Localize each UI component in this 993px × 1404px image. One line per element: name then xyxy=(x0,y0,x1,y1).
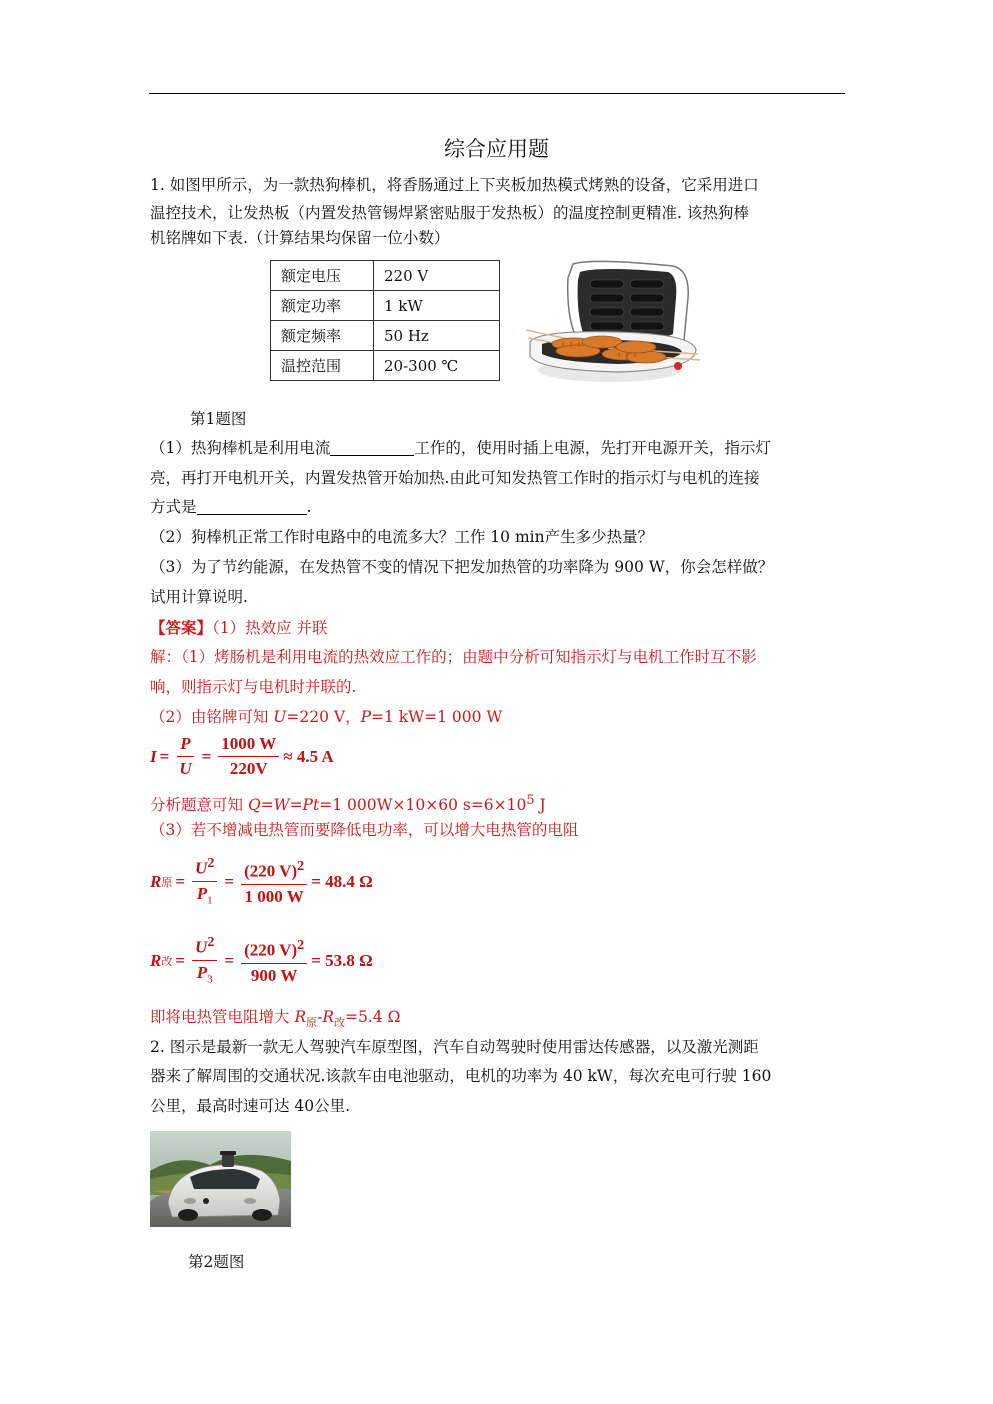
answer-solution-line1: 解：（1）烤肠机是利用电流的热效应工作的；由题中分析可知指示灯与电机工作时互不影 xyxy=(150,648,757,666)
fraction xyxy=(241,934,307,987)
denominator-sub: 3 xyxy=(207,973,213,986)
answer-part2-end: =1 kW=1 000 W xyxy=(371,708,503,726)
table-value: 220 V xyxy=(374,261,500,291)
fraction xyxy=(241,855,307,908)
numerator-sup: 2 xyxy=(207,855,215,871)
q1-sub1-text-c: 方式是 xyxy=(150,498,197,516)
fraction xyxy=(176,733,194,780)
q1-line-3: 机铭牌如下表.（计算结果均保留一位小数） xyxy=(150,229,450,247)
var-r: R xyxy=(294,1008,307,1026)
var-r: R xyxy=(322,1008,335,1026)
numerator: P xyxy=(177,733,193,757)
q1-sub1-text-d: . xyxy=(306,498,312,516)
numerator-sup: 2 xyxy=(297,937,305,954)
table-key: 额定频率 xyxy=(271,321,374,351)
q1-figure-caption: 第1题图 xyxy=(190,410,247,428)
var-u: U xyxy=(273,708,287,726)
table-row xyxy=(271,351,500,381)
page-title: 综合应用题 xyxy=(444,137,549,161)
final-prefix: 即将电热管电阻增大 xyxy=(150,1008,295,1026)
hotdog-machine-image xyxy=(518,258,703,388)
self-driving-car-image xyxy=(150,1131,291,1227)
answer-short xyxy=(150,613,845,643)
denominator: P xyxy=(196,883,208,903)
heat-unit: J xyxy=(534,796,546,815)
table-row xyxy=(271,321,500,351)
heat-formula: Q=W=Pt xyxy=(247,796,320,815)
answer-solution-line2: 响，则指示灯与电机时并联的. xyxy=(150,678,357,696)
table-key: 额定电压 xyxy=(271,261,374,291)
answer-label: 【答案】 xyxy=(150,618,213,637)
formula-lhs: I xyxy=(150,746,157,766)
numerator: U xyxy=(195,937,208,957)
formula-r-original: R 原 = $\frac{U^2}{P_1}$ = $\frac{(220 V)^2}{1 000 W}$ = 48.4 Ω xyxy=(150,852,373,911)
table-key: 温控范围 xyxy=(271,351,374,381)
q2-figure-caption: 第2题图 xyxy=(188,1253,245,1271)
denominator: 220V xyxy=(229,759,268,778)
denominator: U xyxy=(179,759,192,778)
fraction xyxy=(192,931,217,990)
formula-result: = 48.4 Ω xyxy=(311,871,373,891)
formula-lhs: R xyxy=(150,950,162,970)
q1-sub1-line3 xyxy=(150,493,845,522)
table-value: 20-300 ℃ xyxy=(374,351,500,381)
numerator: U xyxy=(195,858,208,878)
q1-sub1-line1 xyxy=(150,434,845,463)
answer-final xyxy=(150,1003,845,1037)
table-value: 50 Hz xyxy=(374,321,500,351)
table-key: 额定功率 xyxy=(271,291,374,321)
fill-in-blank[interactable] xyxy=(197,496,307,515)
numerator: 1000 W xyxy=(218,733,279,757)
numerator-sup: 2 xyxy=(207,934,215,950)
fraction xyxy=(192,852,217,911)
formula-result: ≈ 4.5 A xyxy=(283,746,334,766)
heat-prefix: 分析题意可知 xyxy=(150,796,248,815)
lhs-subscript: 原 xyxy=(161,876,173,889)
heat-exponent: 5 xyxy=(526,793,535,808)
denominator: P xyxy=(196,962,208,982)
formula-current: I = $\frac{P}{U}$ = $\frac{1000 W}{220V}$ ≈ 4.5 A xyxy=(150,734,334,778)
denominator: 1 000 W xyxy=(244,886,304,906)
q2-line-3: 公里，最高时速可达 40公里. xyxy=(150,1097,351,1115)
formula-lhs: R xyxy=(150,871,162,891)
q1-sub3-line2: 试用计算说明. xyxy=(150,588,248,606)
q2-line-2: 器来了解周围的交通状况.该款车由电池驱动，电机的功率为 40 kW，每次充电可行驶 160 xyxy=(150,1067,772,1085)
q1-line-2: 温控技术，让发热板（内置发热管锡焊紧密贴服于发热板）的温度控制更精准. 该热狗棒 xyxy=(150,204,749,222)
q1-sub1-line2: 亮，再打开电机开关，内置发热管开始加热.由此可知发热管工作时的指示灯与电机的连接 xyxy=(150,469,760,487)
lhs-subscript: 改 xyxy=(161,955,173,968)
table-value: 1 kW xyxy=(374,291,500,321)
answer-part2-given xyxy=(150,703,845,732)
header-rule xyxy=(149,93,845,94)
table-row xyxy=(271,261,500,291)
formula-r-changed: R 改 = $\frac{U^2}{P_3}$ = $\frac{(220 V)^2}{900 W}$ = 53.8 Ω xyxy=(150,931,373,990)
denominator: 900 W xyxy=(250,965,298,985)
denominator-sub: 1 xyxy=(207,894,213,907)
final-sub-2: 改 xyxy=(334,1016,346,1030)
fraction xyxy=(218,733,279,780)
numerator-sup: 2 xyxy=(297,858,305,875)
formula-result: = 53.8 Ω xyxy=(311,950,373,970)
fill-in-blank[interactable] xyxy=(330,437,414,456)
q2-line-1: 2. 图示是最新一款无人驾驶汽车原型图，汽车自动驾驶时使用雷达传感器，以及激光测距 xyxy=(150,1038,759,1056)
q1-sub2: （2）狗棒机正常工作时电路中的电流多大？工作 10 min产生多少热量？ xyxy=(150,528,654,546)
heat-rest: =1 000W×10×60 s=6×10 xyxy=(319,796,527,815)
answer-short-text: （1）热效应 并联 xyxy=(212,619,328,637)
q1-sub3-line1: （3）为了节约能源，在发热管不变的情况下把发加热管的功率降为 900 W，你会怎样做？ xyxy=(150,558,774,576)
answer-part2-prefix: （2）由铭牌可知 xyxy=(150,708,274,726)
numerator: (220 V) xyxy=(244,861,298,881)
final-value: =5.4 Ω xyxy=(345,1008,401,1026)
q1-sub1-text-b: 工作的，使用时插上电源，先打开电源开关，指示灯 xyxy=(414,439,771,457)
answer-part3: （3）若不增减电热管而要降低电功率，可以增大电热管的电阻 xyxy=(150,821,579,839)
minus-sign: - xyxy=(317,1008,323,1026)
answer-part2-mid: =220 V， xyxy=(286,708,361,726)
numerator: (220 V) xyxy=(244,940,298,960)
final-sub-1: 原 xyxy=(306,1016,318,1030)
var-p: P xyxy=(360,708,372,726)
nameplate-table xyxy=(270,260,500,381)
q1-line-1: 1. 如图甲所示，为一款热狗棒机，将香肠通过上下夹板加热模式烤熟的设备，它采用进口 xyxy=(150,176,759,194)
table-row xyxy=(271,291,500,321)
q1-sub1-text-a: （1）热狗棒机是利用电流 xyxy=(150,439,331,457)
